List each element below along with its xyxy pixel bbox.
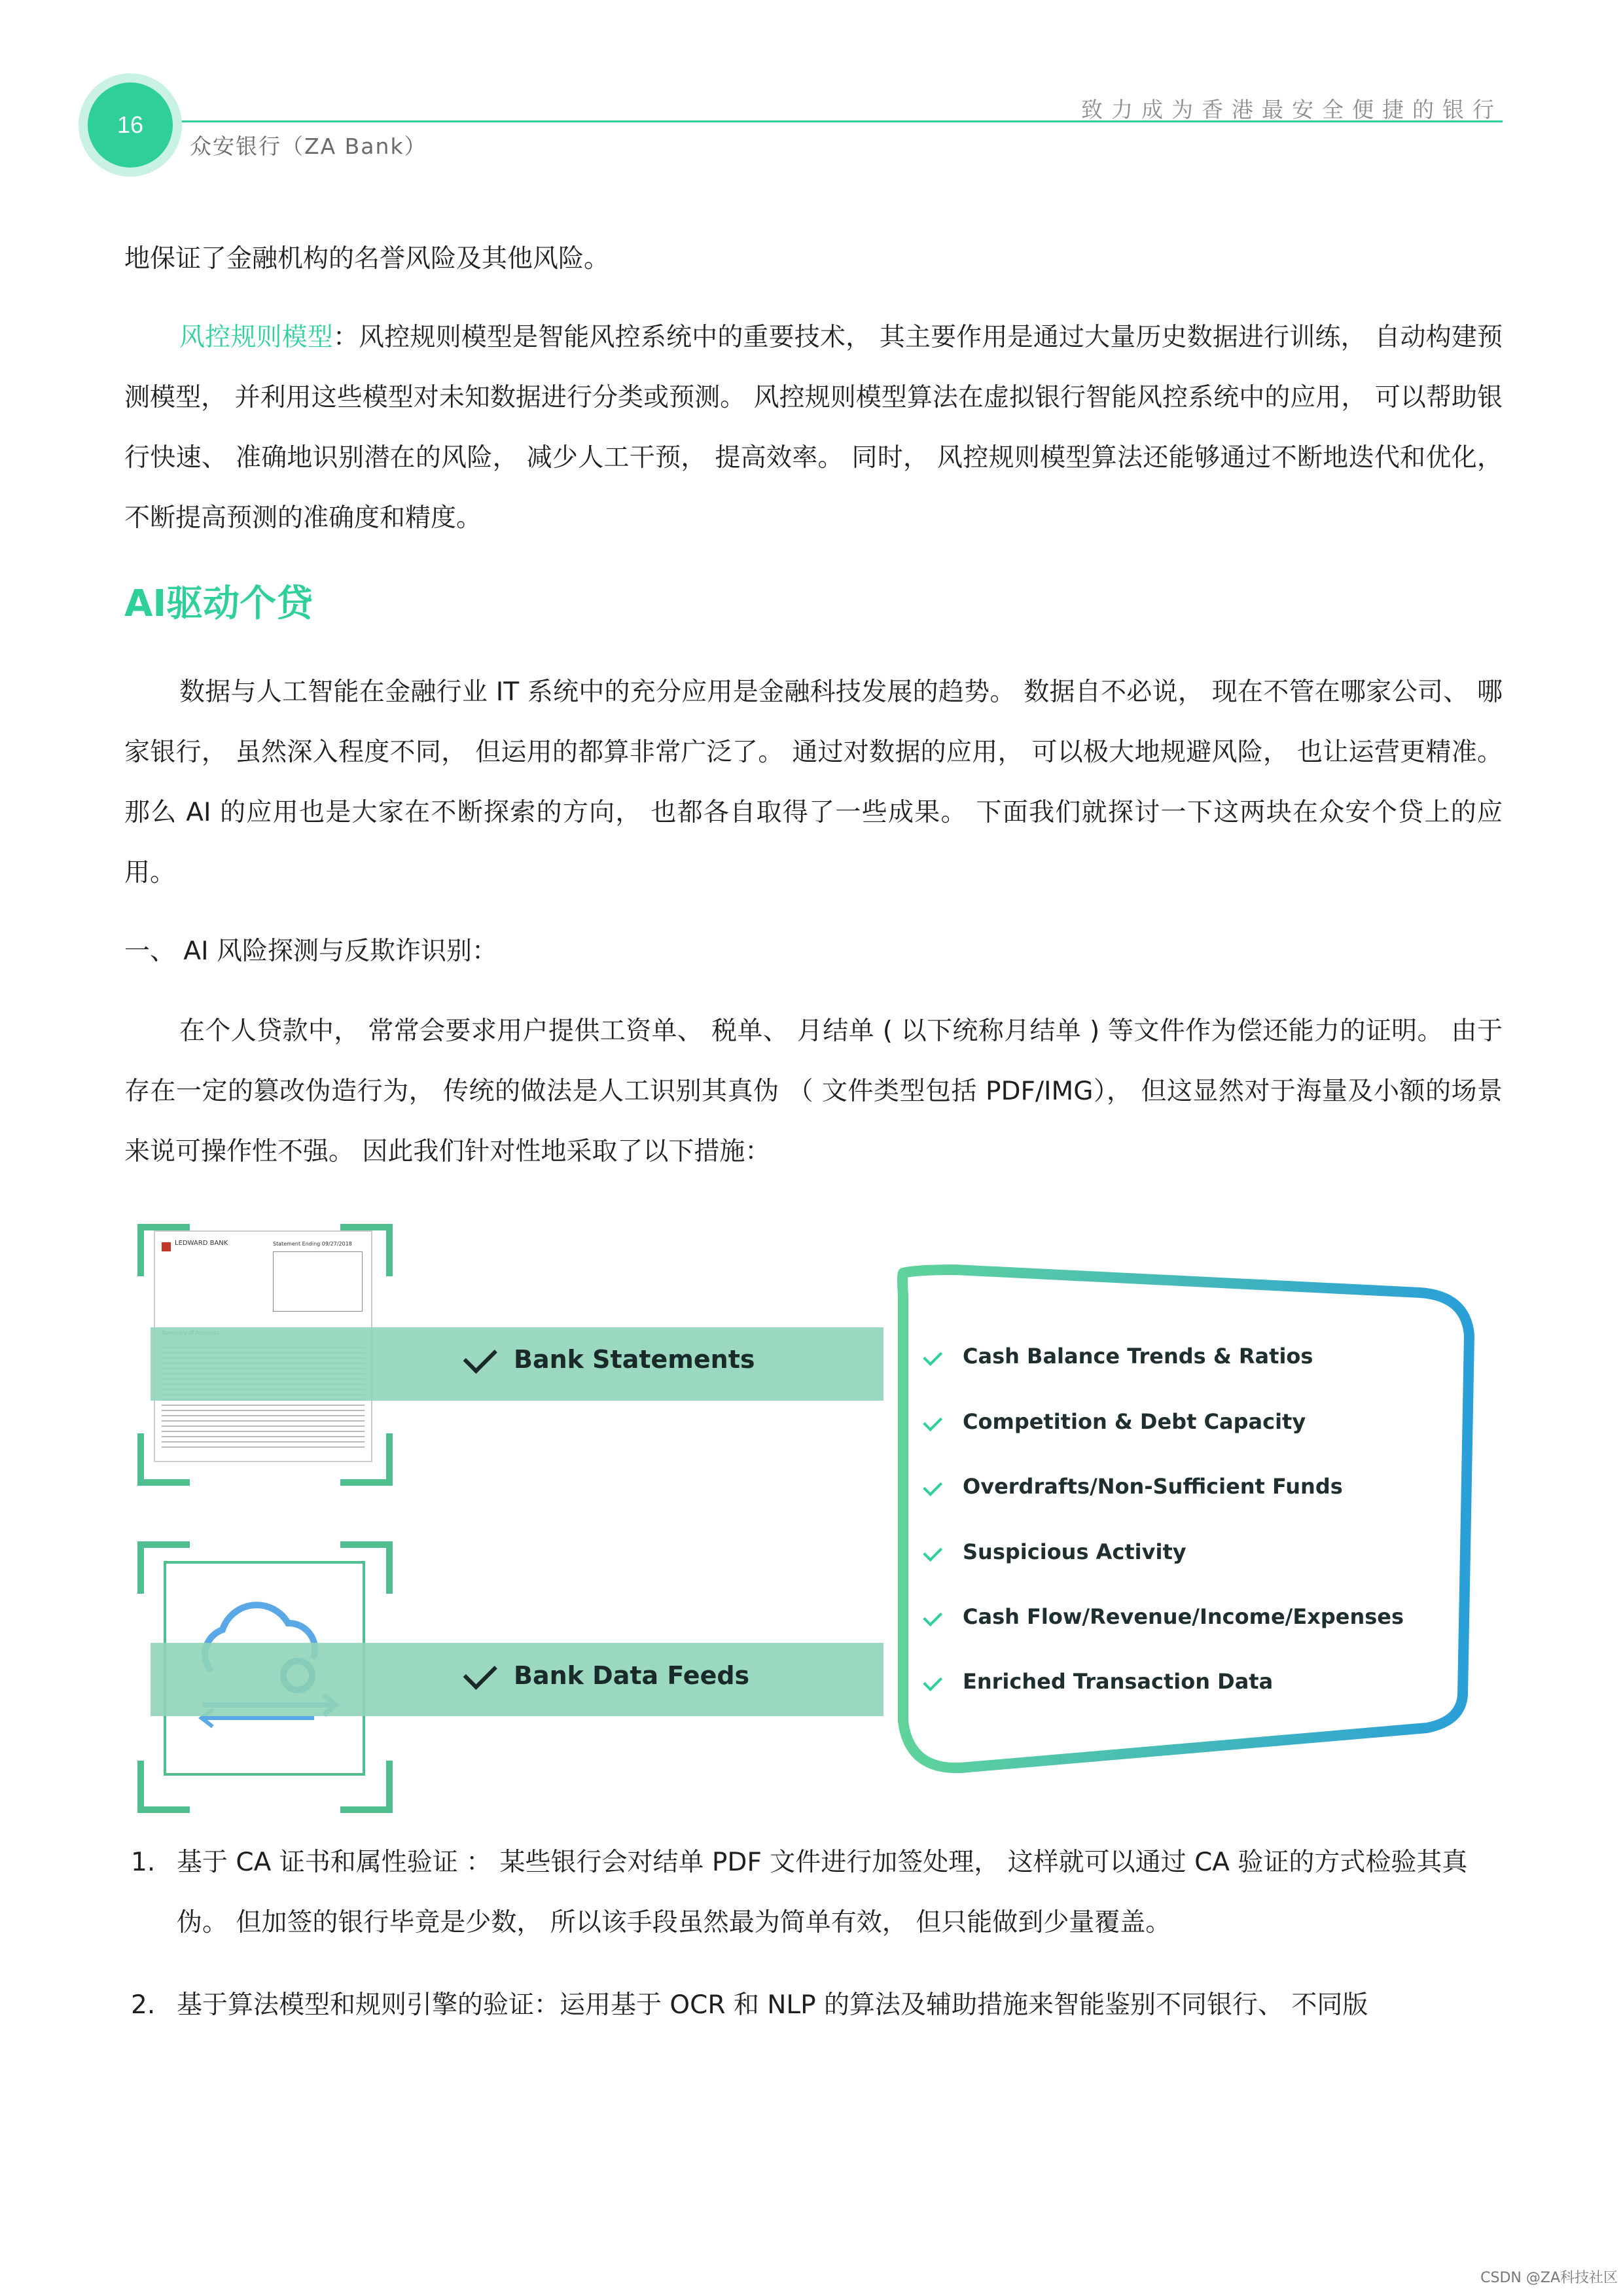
check-icon bbox=[463, 1656, 497, 1690]
doc-bank-name: LEDWARD BANK bbox=[175, 1240, 228, 1247]
bank-logo-icon bbox=[162, 1242, 171, 1251]
label-bank-data-feeds bbox=[468, 1661, 749, 1690]
risk-model-text: ：风控规则模型是智能风控系统中的重要技术， 其主要作用是通过大量历史数据进行训练， 自动构建预测模型， 并利用这些模型对未知数据进行分类或预测。 风控规则模型算法在虚拟银行智能风控系统中的应用， 可以帮助银行快速、 准确地识别潜在的风险， 减少人工干预， 提高效率。 同时， 风控规则模型算法还能够通过不断地迭代和优化， 不断提高预测的准确度和精度。 bbox=[124, 323, 1503, 533]
feature-item: Overdrafts/Non-Sufficient Funds bbox=[926, 1474, 1343, 1499]
label-bank-data-feeds-text: Bank Data Feeds bbox=[514, 1661, 750, 1690]
list-item-2 bbox=[131, 1975, 1503, 2036]
csdn-watermark: CSDN @ZA科技社区 bbox=[1480, 2270, 1618, 2286]
list-number: 2. bbox=[131, 1990, 156, 2020]
list-item-1 bbox=[131, 1833, 1503, 1953]
check-icon bbox=[923, 1477, 942, 1496]
subsection-title: 一、 AI 风险探测与反欺诈识别： bbox=[124, 937, 497, 966]
section-heading: AI驱动个贷 bbox=[124, 583, 313, 625]
list-text: 基于算法模型和规则引擎的验证：运用基于 OCR 和 NLP 的算法及辅助措施来智能鉴别不同银行、 不同版 bbox=[177, 1990, 1368, 2020]
check-icon bbox=[923, 1346, 942, 1366]
page-number-badge: 16 bbox=[88, 82, 173, 168]
bank-name: 众安银行（ZA Bank） bbox=[190, 134, 427, 159]
check-icon bbox=[923, 1672, 942, 1691]
header-slogan: 致力成为香港最安全便捷的银行 bbox=[1081, 97, 1503, 122]
doc-title: Statement Ending 09/27/2018 bbox=[273, 1241, 352, 1247]
features-frame bbox=[864, 1211, 1505, 1813]
feature-item: Enriched Transaction Data bbox=[926, 1669, 1273, 1694]
check-icon bbox=[923, 1542, 942, 1562]
risk-model-term: 风控规则模型 bbox=[179, 323, 333, 352]
bank-data-figure bbox=[124, 1211, 1505, 1813]
check-icon bbox=[463, 1340, 497, 1374]
label-bank-statements-text: Bank Statements bbox=[514, 1345, 755, 1374]
paragraph-1: 地保证了金融机构的名誉风险及其他风险。 bbox=[124, 244, 610, 274]
check-icon bbox=[923, 1607, 942, 1626]
list-text: 基于 CA 证书和属性验证 ： 某些银行会对结单 PDF 文件进行加签处理， 这样就可以通过 CA 验证的方式检验其真伪。 但加签的银行毕竟是少数， 所以该手段虽然最为简单有效， 但只能做到少量覆盖。 bbox=[177, 1848, 1468, 1937]
list-number: 1. bbox=[131, 1848, 156, 1877]
feature-item: Suspicious Activity bbox=[926, 1539, 1186, 1564]
feature-item: Cash Balance Trends & Ratios bbox=[926, 1344, 1313, 1369]
doc-contact-box bbox=[273, 1251, 363, 1312]
feature-item: Cash Flow/Revenue/Income/Expenses bbox=[926, 1604, 1404, 1629]
paragraph-ai-trend: 数据与人工智能在金融行业 IT 系统中的充分应用是金融科技发展的趋势。 数据自不必说， 现在不管在哪家公司、 哪家银行， 虽然深入程度不同， 但运用的都算非常广泛了。 通过对数据的应用， 可以极大地规避风险， 也让运营更精准。 那么 AI 的应用也是大家在不断探索的方向， 也都各自取得了一些成果。 下面我们就探讨一下这两块在众安个贷上的应用。 bbox=[124, 677, 1503, 888]
feature-item: Competition & Debt Capacity bbox=[926, 1409, 1306, 1434]
check-icon bbox=[923, 1412, 942, 1431]
paragraph-risk-model bbox=[124, 308, 1503, 548]
paragraph-loan-docs: 在个人贷款中， 常常会要求用户提供工资单、 税单、 月结单 ( 以下统称月结单 ) 等文件作为偿还能力的证明。 由于存在一定的篡改伪造行为， 传统的做法是人工识别其真伪 （ 文件类型包括 PDF/IMG）， 但这显然对于海量及小额的场景来说可操作性不强。 因此我们针对性地采取了以下措施： bbox=[124, 1016, 1503, 1166]
label-bank-statements bbox=[468, 1345, 755, 1374]
